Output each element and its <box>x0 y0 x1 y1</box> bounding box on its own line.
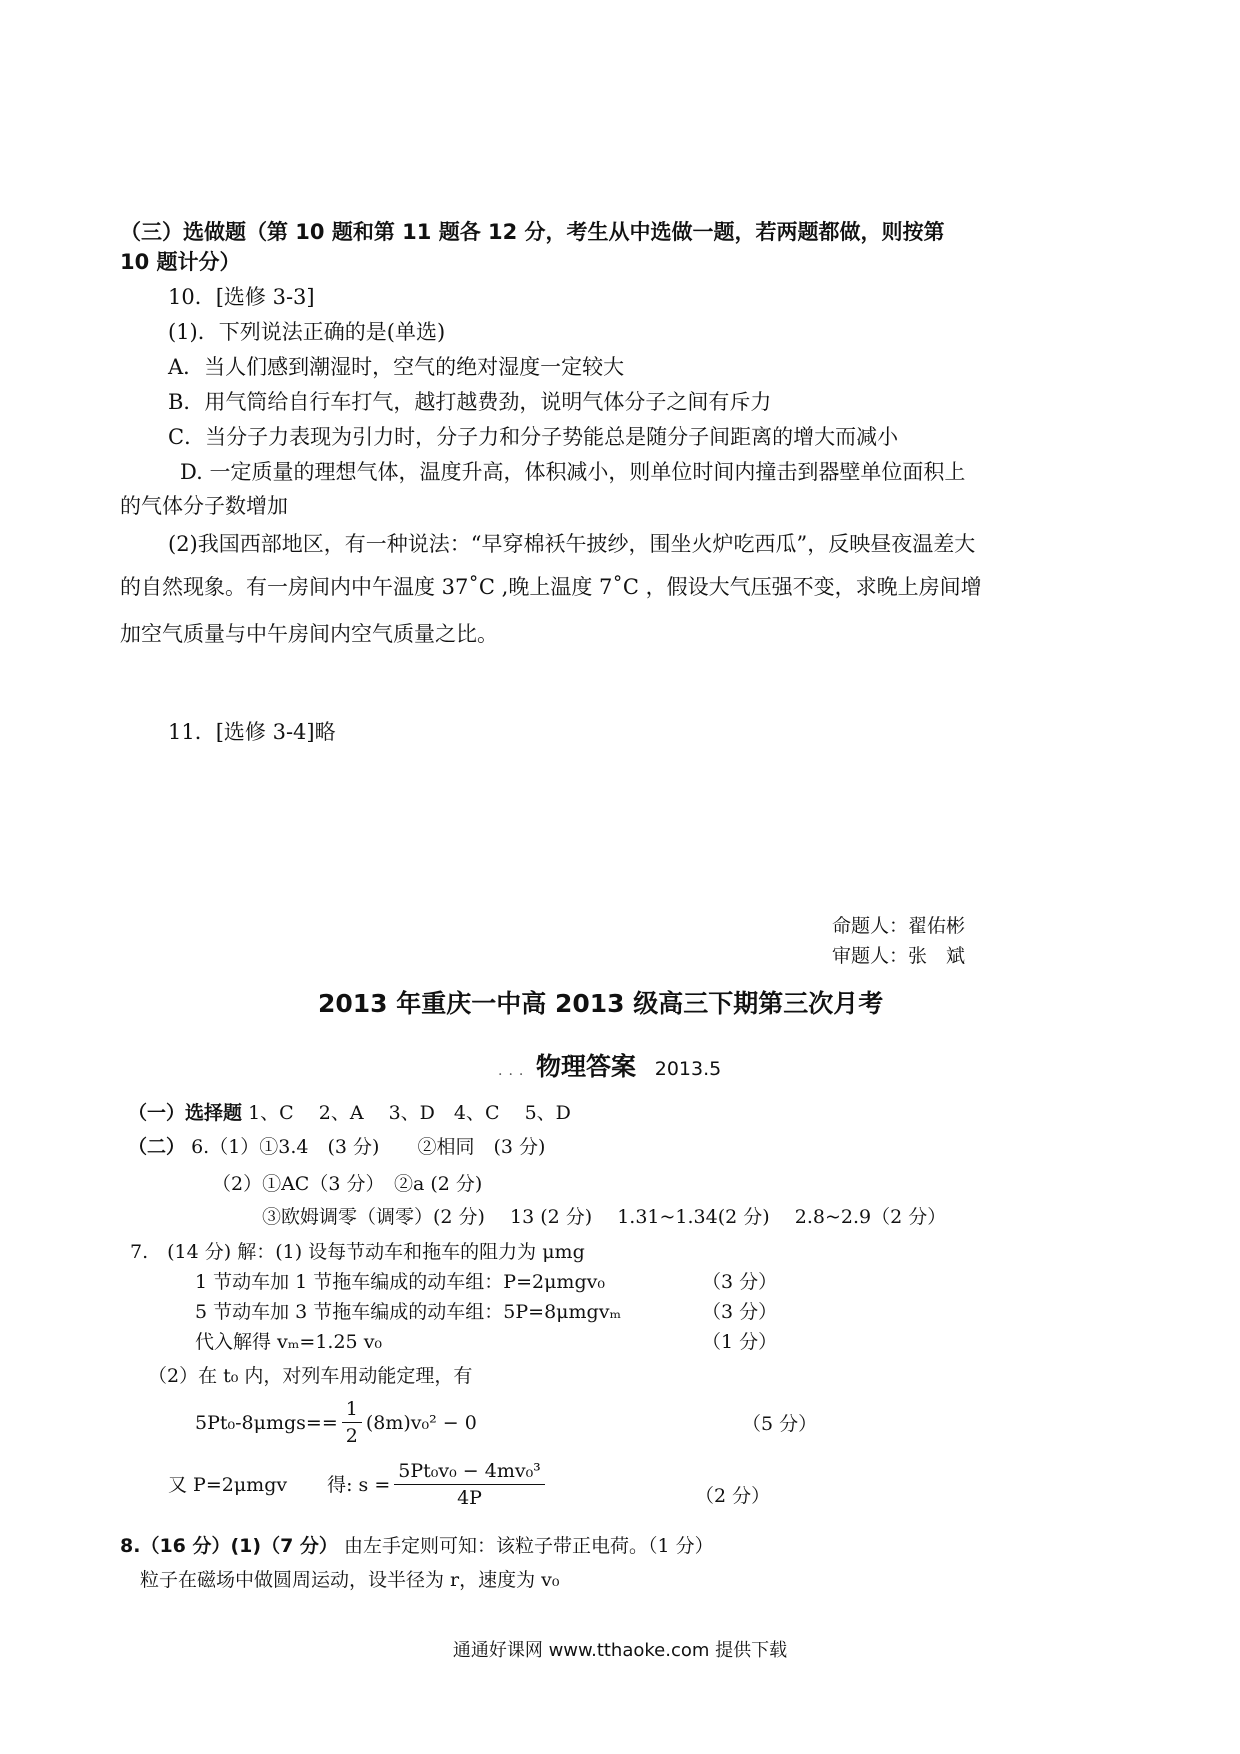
section2-q6-part2-line2: ③欧姆调零（调零）(2 分) 13 (2 分) 1.31~1.34(2 分) 2.8~2.9（2 分） <box>262 1206 947 1228</box>
q10-option-a: A．当人们感到潮湿时，空气的绝对湿度一定较大 <box>168 355 625 379</box>
q7-eq2-score: （2 分） <box>695 1485 771 1507</box>
q7-eq2-left: 又 P=2μmgv <box>168 1473 288 1496</box>
answer-date: 2013.5 <box>654 1058 722 1080</box>
section1-answers <box>128 1099 571 1127</box>
q11-label: 11．[选修 3-4]略 <box>168 720 336 744</box>
q10-option-d-line2: 的气体分子数增加 <box>120 494 288 518</box>
q7-eq1-left: 5Pt₀-8μmgs== <box>195 1411 338 1434</box>
answer-title: 2013 年重庆一中高 2013 级高三下期第三次月考 <box>318 989 884 1018</box>
question-setter: 命题人：翟佑彬 <box>832 915 966 937</box>
q7-line3: 5 节动车加 3 节拖车编成的动车组：5P=8μmgvₘ <box>195 1301 622 1323</box>
dot-leader: ... <box>498 1063 530 1079</box>
q7-eq2-denominator: 4P <box>457 1487 482 1509</box>
section1-body: 1、C 2、A 3、D 4、C 5、D <box>248 1102 571 1124</box>
q8-line1-text: 由左手定则可知：该粒子带正电荷。（1 分） <box>343 1535 714 1557</box>
section2-label: （二） <box>128 1136 186 1158</box>
q7-line5: （2）在 t₀ 内，对列车用动能定理，有 <box>148 1365 473 1387</box>
q7-equation2 <box>168 1458 549 1511</box>
question-reviewer: 审题人：张 斌 <box>832 945 966 967</box>
q7-eq1-fraction <box>342 1396 362 1449</box>
q7-eq2-mid: 得: s = <box>327 1473 391 1496</box>
q7-line2: 1 节动车加 1 节拖车编成的动车组：P=2μmgv₀ <box>195 1271 605 1293</box>
q8-line1 <box>120 1532 714 1560</box>
q10-part1: (1)．下列说法正确的是(单选) <box>168 320 446 344</box>
section2-q6-part1: 6.（1）①3.4 (3 分) ②相同 (3 分) <box>191 1136 546 1158</box>
q7-eq2-numerator: 5Pt₀v₀ − 4mv₀³ <box>394 1458 545 1485</box>
section3-heading-line2: 10 题计分） <box>120 250 241 274</box>
q7-equation1 <box>195 1396 477 1449</box>
q10-option-c: C．当分子力表现为引力时，分子力和分子势能总是随分子间距离的增大而减小 <box>168 425 899 449</box>
subtitle-row <box>498 1053 721 1085</box>
q10-option-d-line1: D. 一定质量的理想气体，温度升高，体积减小，则单位时间内撞击到器壁单位面积上 <box>180 460 966 484</box>
q7-line4-score: （1 分） <box>702 1331 778 1353</box>
answer-subtitle: 物理答案 <box>536 1052 637 1081</box>
q8-line2: 粒子在磁场中做圆周运动，设半径为 r，速度为 v₀ <box>140 1569 560 1591</box>
q10-label: 10．[选修 3-3] <box>168 285 315 309</box>
section1-label: （一）选择题 <box>128 1102 243 1124</box>
q7-eq1-score: （5 分） <box>742 1413 818 1435</box>
q10-part2-line3: 加空气质量与中午房间内空气质量之比。 <box>120 622 498 646</box>
q7-eq2-fraction <box>394 1458 545 1511</box>
q7-line1: 7. (14 分) 解：(1) 设每节动车和拖车的阻力为 μmg <box>130 1241 585 1263</box>
section2-line1 <box>128 1133 545 1161</box>
page-footer: 通通好课网 www.tthaoke.com 提供下载 <box>452 1640 788 1661</box>
q7-eq1-denominator: 2 <box>345 1425 358 1447</box>
q10-option-b: B．用气筒给自行车打气，越打越费劲，说明气体分子之间有斥力 <box>168 390 772 414</box>
section3-heading-line1: （三）选做题（第 10 题和第 11 题各 12 分，考生从中选做一题，若两题都做，则按第 <box>120 220 945 244</box>
section2-q6-part2: （2）①AC（3 分） ②a (2 分) <box>212 1173 483 1195</box>
q7-eq1-right: (8m)v₀² − 0 <box>365 1411 477 1434</box>
q7-line3-score: （3 分） <box>702 1301 778 1323</box>
q10-part2-line1: (2)我国西部地区，有一种说法：“早穿棉袄午披纱，围坐火炉吃西瓜”，反映昼夜温差大 <box>168 532 976 556</box>
q7-line4: 代入解得 vₘ=1.25 v₀ <box>195 1331 383 1353</box>
q10-part2-line2: 的自然现象。有一房间内中午温度 37˚C ,晚上温度 7˚C ，假设大气压强不变，求晚上房间增 <box>120 575 982 599</box>
q7-eq1-numerator: 1 <box>342 1396 362 1423</box>
q7-line2-score: （3 分） <box>702 1271 778 1293</box>
q8-label: 8.（16 分）(1)（7 分） <box>120 1535 338 1557</box>
